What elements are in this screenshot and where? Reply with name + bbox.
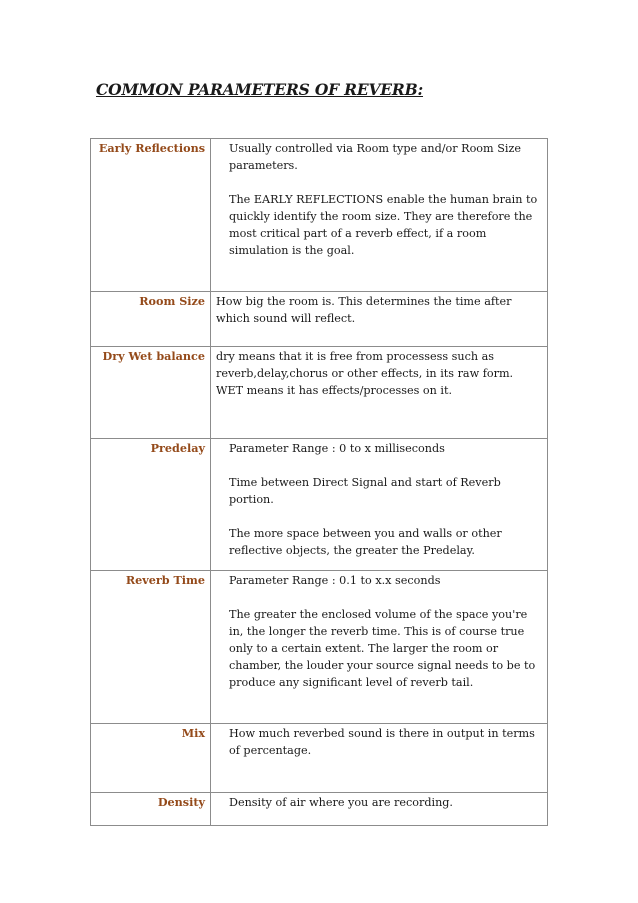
table-row [91,571,548,724]
table-row [91,139,548,292]
parameter-description [211,439,548,571]
table-row [91,793,548,826]
description-paragraph: The greater the enclosed volume of the space you're in, the longer the reverb time. This is of course true only to a certain extent. The larger the room or chamber, the louder your source signal needs to be to produce any significant level of reverb tail. [229,608,536,689]
description-paragraph: Time between Direct Signal and start of Reverb portion. [229,476,501,506]
document-title: COMMON PARAMETERS OF REVERB: [96,80,424,99]
description-paragraph: How much reverbed sound is there in output in terms of percentage. [229,727,535,757]
parameter-name: Mix [91,724,211,793]
parameter-description [211,571,548,724]
parameter-name: Reverb Time [91,571,211,724]
parameter-description [211,793,548,826]
parameter-description [211,292,548,347]
description-paragraph: Density of air where you are recording. [229,796,453,809]
parameter-name: Density [91,793,211,826]
table-row [91,347,548,439]
description-paragraph: Parameter Range : 0 to x milliseconds [229,442,445,455]
description-paragraph: Parameter Range : 0.1 to x.x seconds [229,574,441,587]
description-paragraph: The EARLY REFLECTIONS enable the human brain to quickly identify the room size. They are therefore the most critical part of a reverb effect, if a room simulation is the goal. [229,193,538,257]
parameter-name: Predelay [91,439,211,571]
description-paragraph: Usually controlled via Room type and/or Room Size parameters. [229,142,521,172]
description-paragraph: The more space between you and walls or other reflective objects, the greater the Predelay. [229,527,502,557]
reverb-parameters-table [90,138,548,826]
parameter-description [211,139,548,292]
parameter-description [211,347,548,439]
parameter-description [211,724,548,793]
table-row [91,292,548,347]
description-paragraph: How big the room is. This determines the time after which sound will reflect. [216,295,512,325]
description-paragraph: dry means that it is free from processess such as reverb,delay,chorus or other effects, in its raw form. WET means it has effects/processes on it. [216,350,514,397]
parameter-name: Dry Wet balance [91,347,211,439]
table-row [91,724,548,793]
parameter-name: Room Size [91,292,211,347]
parameter-name: Early Reflections [91,139,211,292]
table-row [91,439,548,571]
